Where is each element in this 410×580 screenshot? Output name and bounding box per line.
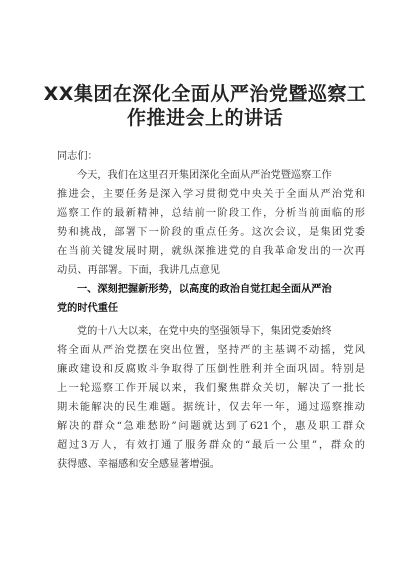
document-title-line-2: 作推进会上的讲话 — [126, 107, 283, 129]
salutation: 同志们： — [57, 151, 98, 162]
document-title-line-1: XX集团在深化全面从严治党暨巡察工 — [43, 83, 367, 105]
paragraph-2-line: 解决的群众“急难愁盼”问题就达到了621个，惠及职工群众 — [57, 421, 365, 432]
paragraph-2-line: 期未能解决的民生难题。据统计，仅去年一年，通过巡察推动 — [57, 402, 365, 413]
paragraph-1-line: 今天，我们在这里召开集团深化全面从严治党暨巡察工作 — [77, 170, 332, 181]
paragraph-2-line: 超过3万人，有效打通了服务群众的“最后一公里”，群众的 — [57, 440, 365, 451]
paragraph-1-line: 势和挑战，部署下一阶段的重点任务。这次会议，是集团党委 — [57, 227, 365, 238]
paragraph-2-line: 将全面从严治党摆在突出位置，坚持严的主基调不动摇，党风 — [57, 345, 365, 356]
paragraph-2-line: 上一轮巡察工作开展以来，我们聚焦群众关切，解决了一批长 — [57, 383, 365, 394]
paragraph-1-line: 动员、再部署。下面，我讲几点意见 — [57, 265, 220, 276]
section-heading-line: 党的时代重任 — [57, 303, 119, 314]
paragraph-2-line: 党的十八大以来，在党中央的坚强领导下，集团党委始终 — [77, 326, 332, 337]
paragraph-1-line: 在当前关键发展时期，就纵深推进党的自我革命发出的一次再 — [57, 246, 365, 257]
paragraph-2-line: 获得感、幸福感和安全感显著增强。 — [57, 459, 220, 470]
paragraph-1-line: 推进会，主要任务是深入学习贯彻党中央关于全面从严治党和 — [57, 189, 365, 200]
paragraph-2-line: 廉政建设和反腐败斗争取得了压倒性胜利并全面巩固。特别是 — [57, 364, 365, 375]
section-heading-line: 一、深刻把握新形势，以高度的政治自觉扛起全面从严治 — [77, 284, 332, 295]
paragraph-1-line: 巡察工作的最新精神，总结前一阶段工作，分析当前面临的形 — [57, 208, 365, 219]
